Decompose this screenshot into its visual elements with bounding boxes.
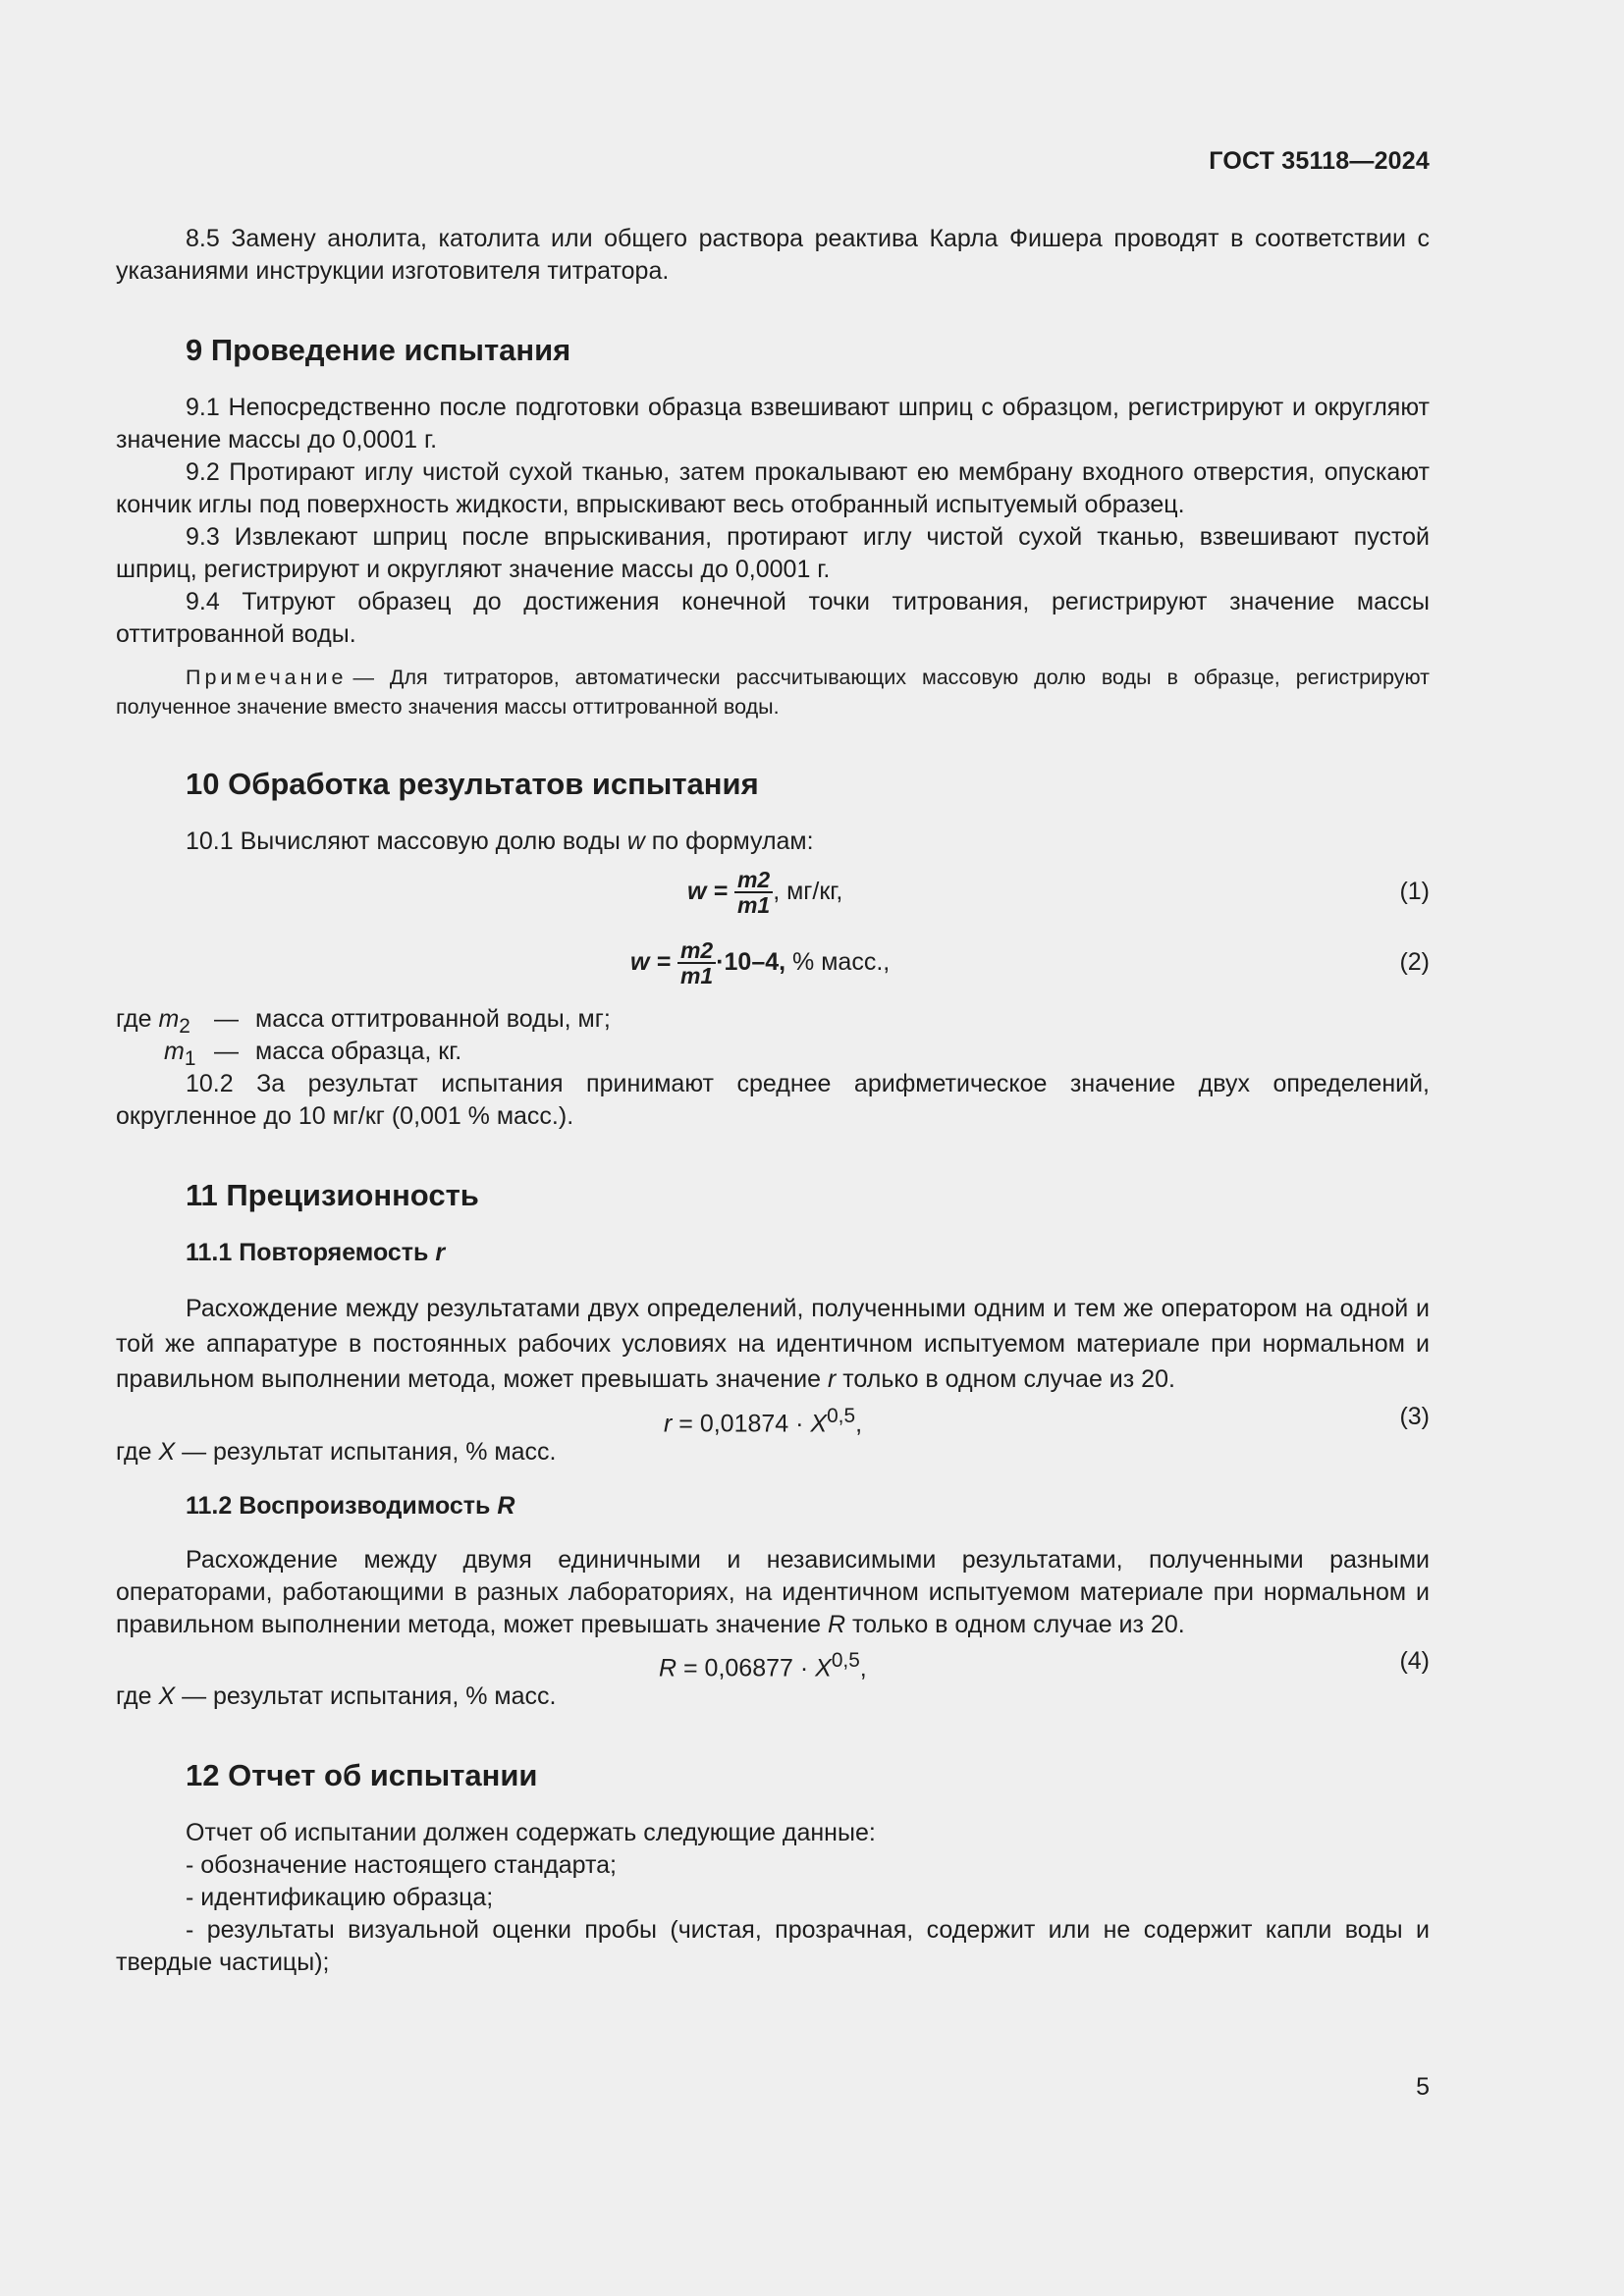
- list-item: - идентификацию образца;: [186, 1884, 494, 1911]
- formula-2-numerator: m2: [677, 938, 716, 964]
- list-item: - обозначение настоящего стандарта;: [186, 1851, 617, 1879]
- section-12-title: 12 Отчет об испытании: [186, 1758, 538, 1792]
- formula-1-denominator: m1: [736, 892, 771, 919]
- formula-2-fraction: [677, 938, 716, 988]
- paragraph-10-1: 10.1 Вычисляют массовую долю воды w по формулам:: [186, 828, 814, 855]
- formula-2-lhs: w =: [630, 948, 671, 976]
- paragraph-9-4: 9.4 Титруют образец до достижения конечной точки титрования, регистрируют значение массы оттитрованной воды.: [116, 588, 1430, 648]
- formula-4-number: (4): [1399, 1647, 1430, 1675]
- formula-2-denominator: m1: [679, 963, 714, 989]
- formula-3: r = 0,01874 · X$^{0,5}$, (3): [116, 1397, 1430, 1436]
- formula-1-lhs: w =: [687, 878, 728, 905]
- paragraph-11-1: Расхождение между результатами двух определений, полученными одним и тем же оператором на одной и той же аппаратуре в постоянных рабочих условиях на идентичном испытуемом материале при нормальном и правильном выполнении метода, может превышать значение r только в одном случае из 20.: [116, 1295, 1430, 1393]
- paragraph-9-1: 9.1 Непосредственно после подготовки образца взвешивают шприц с образцом, регистрируют и округляют значение массы до 0,0001 г.: [116, 394, 1430, 454]
- note-label: Примечание: [186, 666, 348, 689]
- formula-1-numerator: m2: [734, 868, 773, 893]
- note-9: [116, 663, 1430, 721]
- where-m1: $m_1$ — масса образца, кг.: [164, 1038, 462, 1070]
- formula-3-number: (3): [1399, 1403, 1430, 1430]
- paragraph-12-intro: Отчет об испытании должен содержать следующие данные:: [186, 1819, 876, 1846]
- formula-2-unit: % масс.,: [792, 948, 891, 976]
- section-10-title: 10 Обработка результатов испытания: [186, 767, 759, 801]
- formula-2-factor: ·10–4,: [716, 948, 786, 976]
- formula-4: R = 0,06877 · X$^{0,5}$, (4): [116, 1641, 1430, 1681]
- formula-1-fraction: [734, 868, 773, 917]
- where-x-4: где X — результат испытания, % масс.: [116, 1682, 557, 1710]
- paragraph-8-5: 8.5 Замену анолита, католита или общего раствора реактива Карла Фишера проводят в соответствии с указаниями инструкции изготовителя титратора.: [116, 225, 1430, 285]
- where-m2: где $m_2$ — масса оттитрованной воды, мг;: [116, 1005, 611, 1038]
- document-body: [116, 223, 1430, 1979]
- formula-1-number: (1): [1399, 878, 1430, 905]
- section-11-title: 11 Прецизионность: [186, 1178, 479, 1212]
- paragraph-11-2: Расхождение между двумя единичными и независимыми результатами, полученными разными операторами, работающими в разных лабораториях, на идентичном испытуемом материале при нормальном и правильном выполнении метода, может превышать значение R только в одном случае из 20.: [116, 1546, 1430, 1638]
- formula-2-number: (2): [1399, 948, 1430, 976]
- formula-1: [116, 867, 1430, 919]
- paragraph-10-2: 10.2 За результат испытания принимают среднее арифметическое значение двух определений, округленное до 10 мг/кг (0,001 % масс.).: [116, 1070, 1430, 1130]
- note-text: — Для титраторов, автоматически рассчитывающих массовую долю воды в образце, регистрируют полученное значение вместо значения массы оттитрованной воды.: [116, 666, 1430, 719]
- paragraph-9-2: 9.2 Протирают иглу чистой сухой тканью, затем прокалывают ею мембрану входного отверстия, опускают кончик иглы под поверхность жидкости, впрыскивают весь отобранный испытуемый образец.: [116, 458, 1430, 518]
- subsection-11-1-title: 11.1 Повторяемость r: [186, 1239, 446, 1266]
- page-number: 5: [1416, 2073, 1430, 2101]
- subsection-11-2-title: 11.2 Воспроизводимость R: [186, 1492, 515, 1520]
- where-x-3: где X — результат испытания, % масс.: [116, 1438, 557, 1466]
- formula-2: [116, 937, 1430, 989]
- document-header: ГОСТ 35118—2024: [1209, 147, 1430, 175]
- list-item: - результаты визуальной оценки пробы (чистая, прозрачная, содержит или не содержит капли воды и твердые частицы);: [116, 1916, 1430, 1976]
- formula-1-unit: , мг/кг,: [773, 878, 843, 905]
- paragraph-9-3: 9.3 Извлекают шприц после впрыскивания, протирают иглу чистой сухой тканью, взвешивают пустой шприц, регистрируют и округляют значение массы до 0,0001 г.: [116, 523, 1430, 583]
- section-9-title: 9 Проведение испытания: [186, 333, 571, 367]
